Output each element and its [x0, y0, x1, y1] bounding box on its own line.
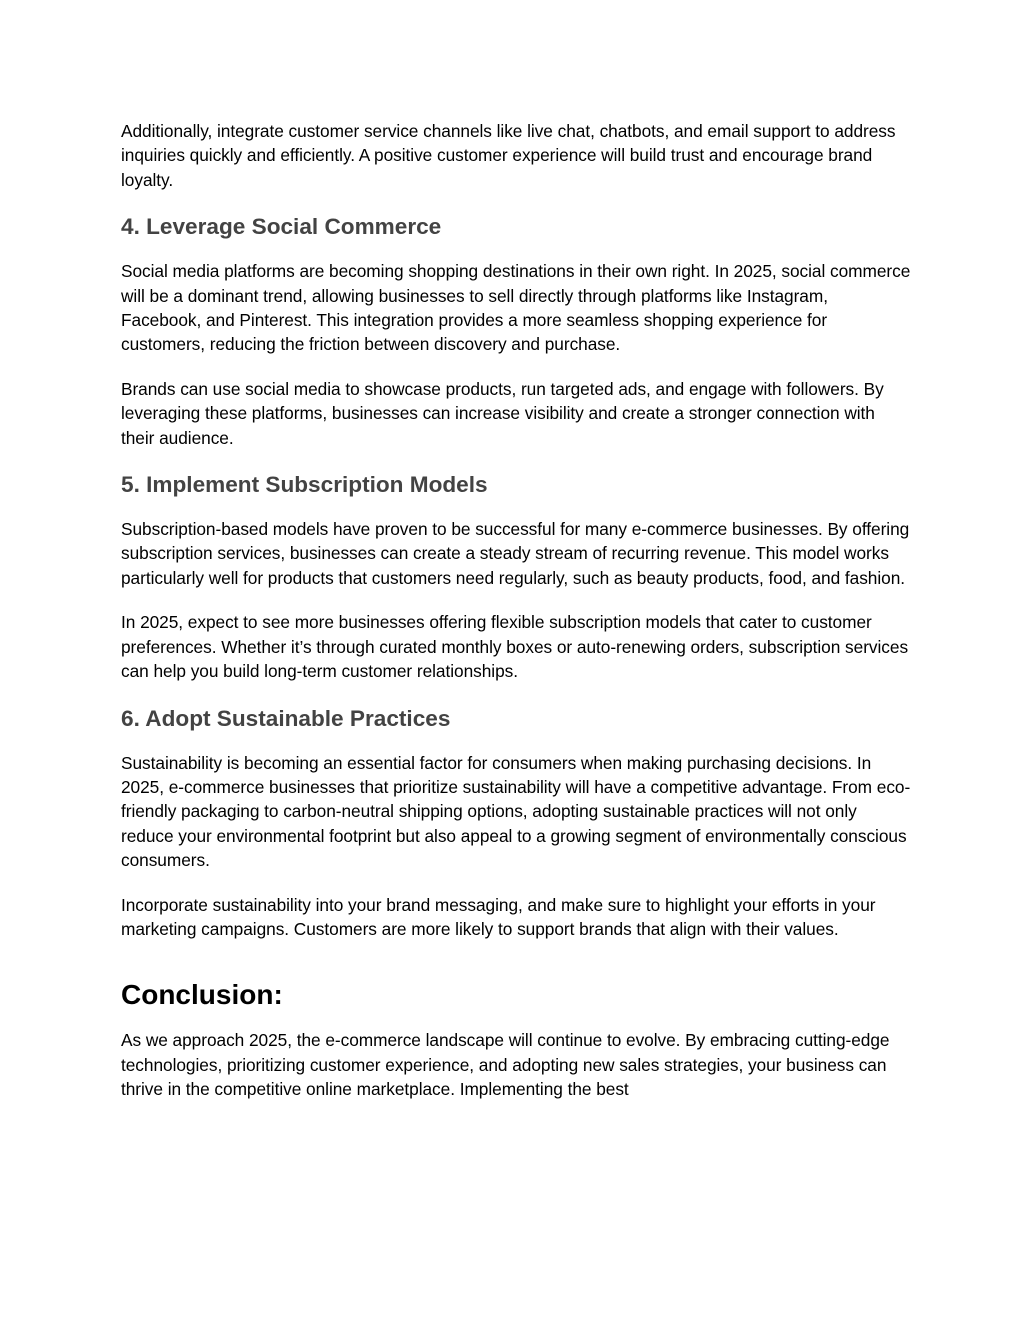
section-paragraph: Brands can use social media to showcase products, run targeted ads, and engage with followers. By leveraging these platforms, businesses can increase visibility and create a stronger connection with their audience. [121, 378, 884, 448]
section-paragraph: Incorporate sustainability into your brand messaging, and make sure to highlight your efforts in your marketing campaigns. Customers are more likely to support brands that align with their values. [121, 894, 876, 939]
conclusion-heading: Conclusion: [121, 979, 283, 1011]
section-subscription-models [121, 470, 911, 683]
section-heading: 5. Implement Subscription Models [121, 472, 488, 498]
section-sustainable-practices [121, 704, 911, 942]
intro-paragraph: Additionally, integrate customer service channels like live chat, chatbots, and email support to address inquiries quickly and efficiently. A positive customer experience will build trust and encourage brand loyalty. [121, 121, 896, 190]
section-paragraph: Subscription-based models have proven to be successful for many e-commerce businesses. By offering subscription services, businesses can create a steady stream of recurring revenue. This model works particularly well for products that customers need regularly, such as beauty products, food, and fashion. [121, 519, 910, 588]
section-paragraph: Sustainability is becoming an essential factor for consumers when making purchasing decisions. In 2025, e-commerce businesses that prioritize sustainability will have a competitive advantage. From eco-friendly packaging to carbon-neutral shipping options, adopting sustainable practices will not only reduce your environmental footprint but also appeal to a growing segment of environmentally conscious consumers. [121, 752, 911, 871]
section-social-commerce [121, 212, 911, 450]
section-heading: 6. Adopt Sustainable Practices [121, 705, 451, 731]
conclusion-section [121, 977, 911, 1101]
document-page [121, 119, 911, 1122]
section-paragraph: In 2025, expect to see more businesses offering flexible subscription models that cater to customer preferences. Whether it’s through curated monthly boxes or auto-renewing orders, subscription services can help you build long-term customer relationships. [121, 612, 909, 682]
conclusion-paragraph: As we approach 2025, the e-commerce landscape will continue to evolve. By embracing cutting-edge technologies, prioritizing customer experience, and adopting new sales strategies, your business can thrive in the competitive online marketplace. Implementing the best [121, 1030, 890, 1100]
section-heading: 4. Leverage Social Commerce [121, 214, 442, 240]
section-paragraph: Social media platforms are becoming shopping destinations in their own right. In 2025, social commerce will be a dominant trend, allowing businesses to sell directly through platforms like Instagram, Facebook, and Pinterest. This integration provides a more seamless shopping experience for customers, reducing the friction between discovery and purchase. [121, 261, 911, 355]
